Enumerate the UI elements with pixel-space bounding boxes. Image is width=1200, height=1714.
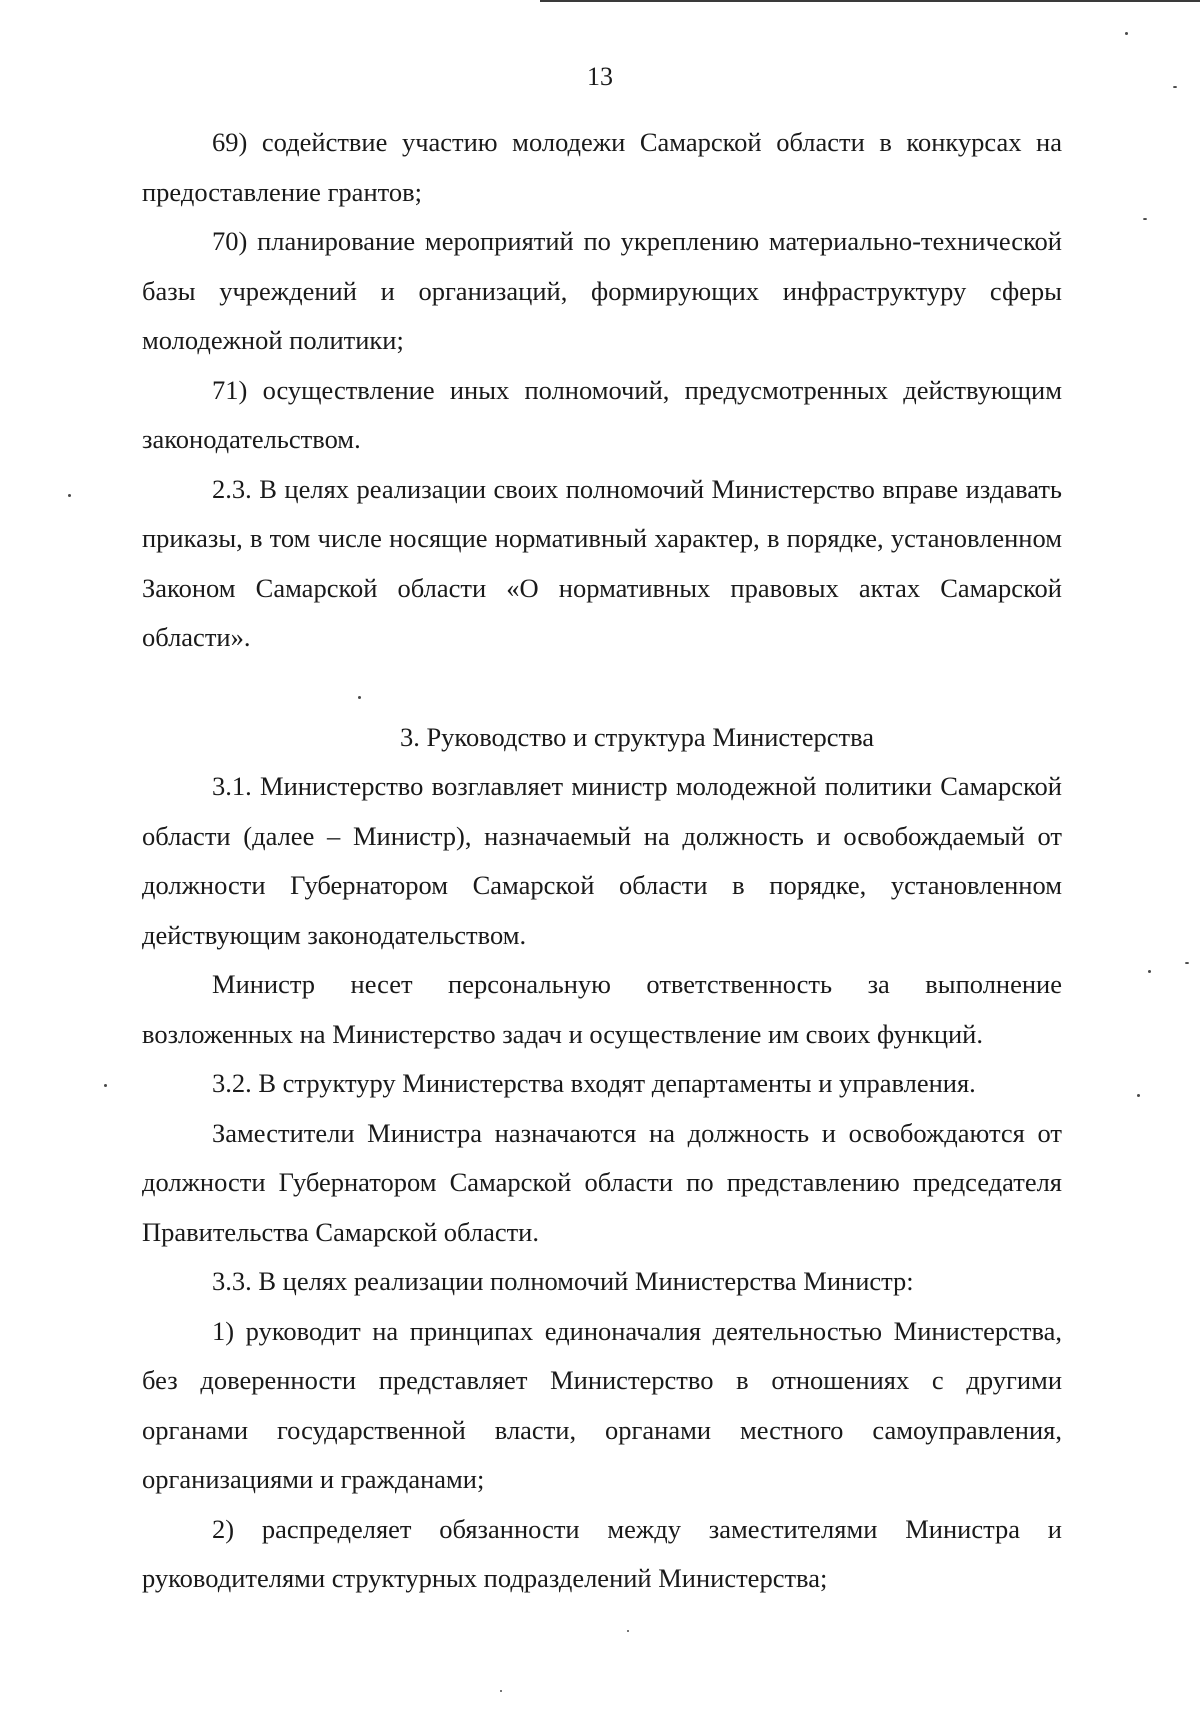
paragraph-minister-responsibility: Министр несет персональную ответственность за выполнение возложенных на Министерство задач и осуществление им своих функций. — [142, 969, 1062, 1049]
section-heading: 3. Руководство и структура Министерства — [399, 721, 875, 752]
paragraph-2-3: 2.3. В целях реализации своих полномочий Министерство вправе издавать приказы, в том числе носящие нормативный характер, в порядке, установленном Законом Самарской области «О нормативных правовых актах Самарской области». — [142, 473, 1062, 652]
paragraph-list-item-1: 1) руководит на принципах единоначалия деятельностью Министерства, без доверенности представляет Министерство в отношениях с другими органами государственной власти, органами местного самоуправления, организациями и гражданами; — [142, 1315, 1062, 1494]
scan-speck — [1143, 218, 1147, 220]
paragraph-list-item-2: 2) распределяет обязанности между заместителями Министра и руководителями структурных подразделений Министерства; — [142, 1513, 1062, 1593]
paragraph-3-2: 3.2. В структуру Министерства входят департаменты и управления. — [212, 1068, 976, 1098]
scan-edge-line — [540, 0, 1200, 2]
scan-speck — [1185, 962, 1189, 964]
paragraph-item-71: 71) осуществление иных полномочий, предусмотренных действующим законодательством. — [142, 374, 1062, 454]
section-spacer — [142, 663, 1062, 713]
document-body — [142, 118, 1062, 1604]
scan-speck — [1137, 1094, 1140, 1097]
scan-speck — [1173, 86, 1177, 88]
scan-speck — [68, 494, 71, 497]
scan-speck — [1148, 970, 1151, 973]
page-number: 13 — [587, 62, 613, 91]
scan-speck — [627, 1630, 629, 1632]
scan-speck — [1125, 32, 1128, 35]
paragraph-item-69: 69) содействие участию молодежи Самарской области в конкурсах на предоставление грантов; — [142, 127, 1062, 207]
paragraph-item-70: 70) планирование мероприятий по укреплению материально-технической базы учреждений и организаций, формирующих инфраструктуру сферы молодежной политики; — [142, 226, 1062, 355]
scan-speck — [104, 1084, 107, 1087]
paragraph-deputies: Заместители Министра назначаются на должность и освобождаются от должности Губернатором Самарской области по представлению председателя Правительства Самарской области. — [142, 1117, 1062, 1247]
paragraph-3-1: 3.1. Министерство возглавляет министр молодежной политики Самарской области (далее – Министр), назначаемый на должность и освобождаемый от должности Губернатором Самарской области в порядке, установленном действующим законодательством. — [142, 771, 1062, 950]
scan-speck — [500, 1690, 502, 1692]
scan-speck — [358, 696, 361, 699]
paragraph-3-3: 3.3. В целях реализации полномочий Министерства Министр: — [212, 1266, 914, 1296]
